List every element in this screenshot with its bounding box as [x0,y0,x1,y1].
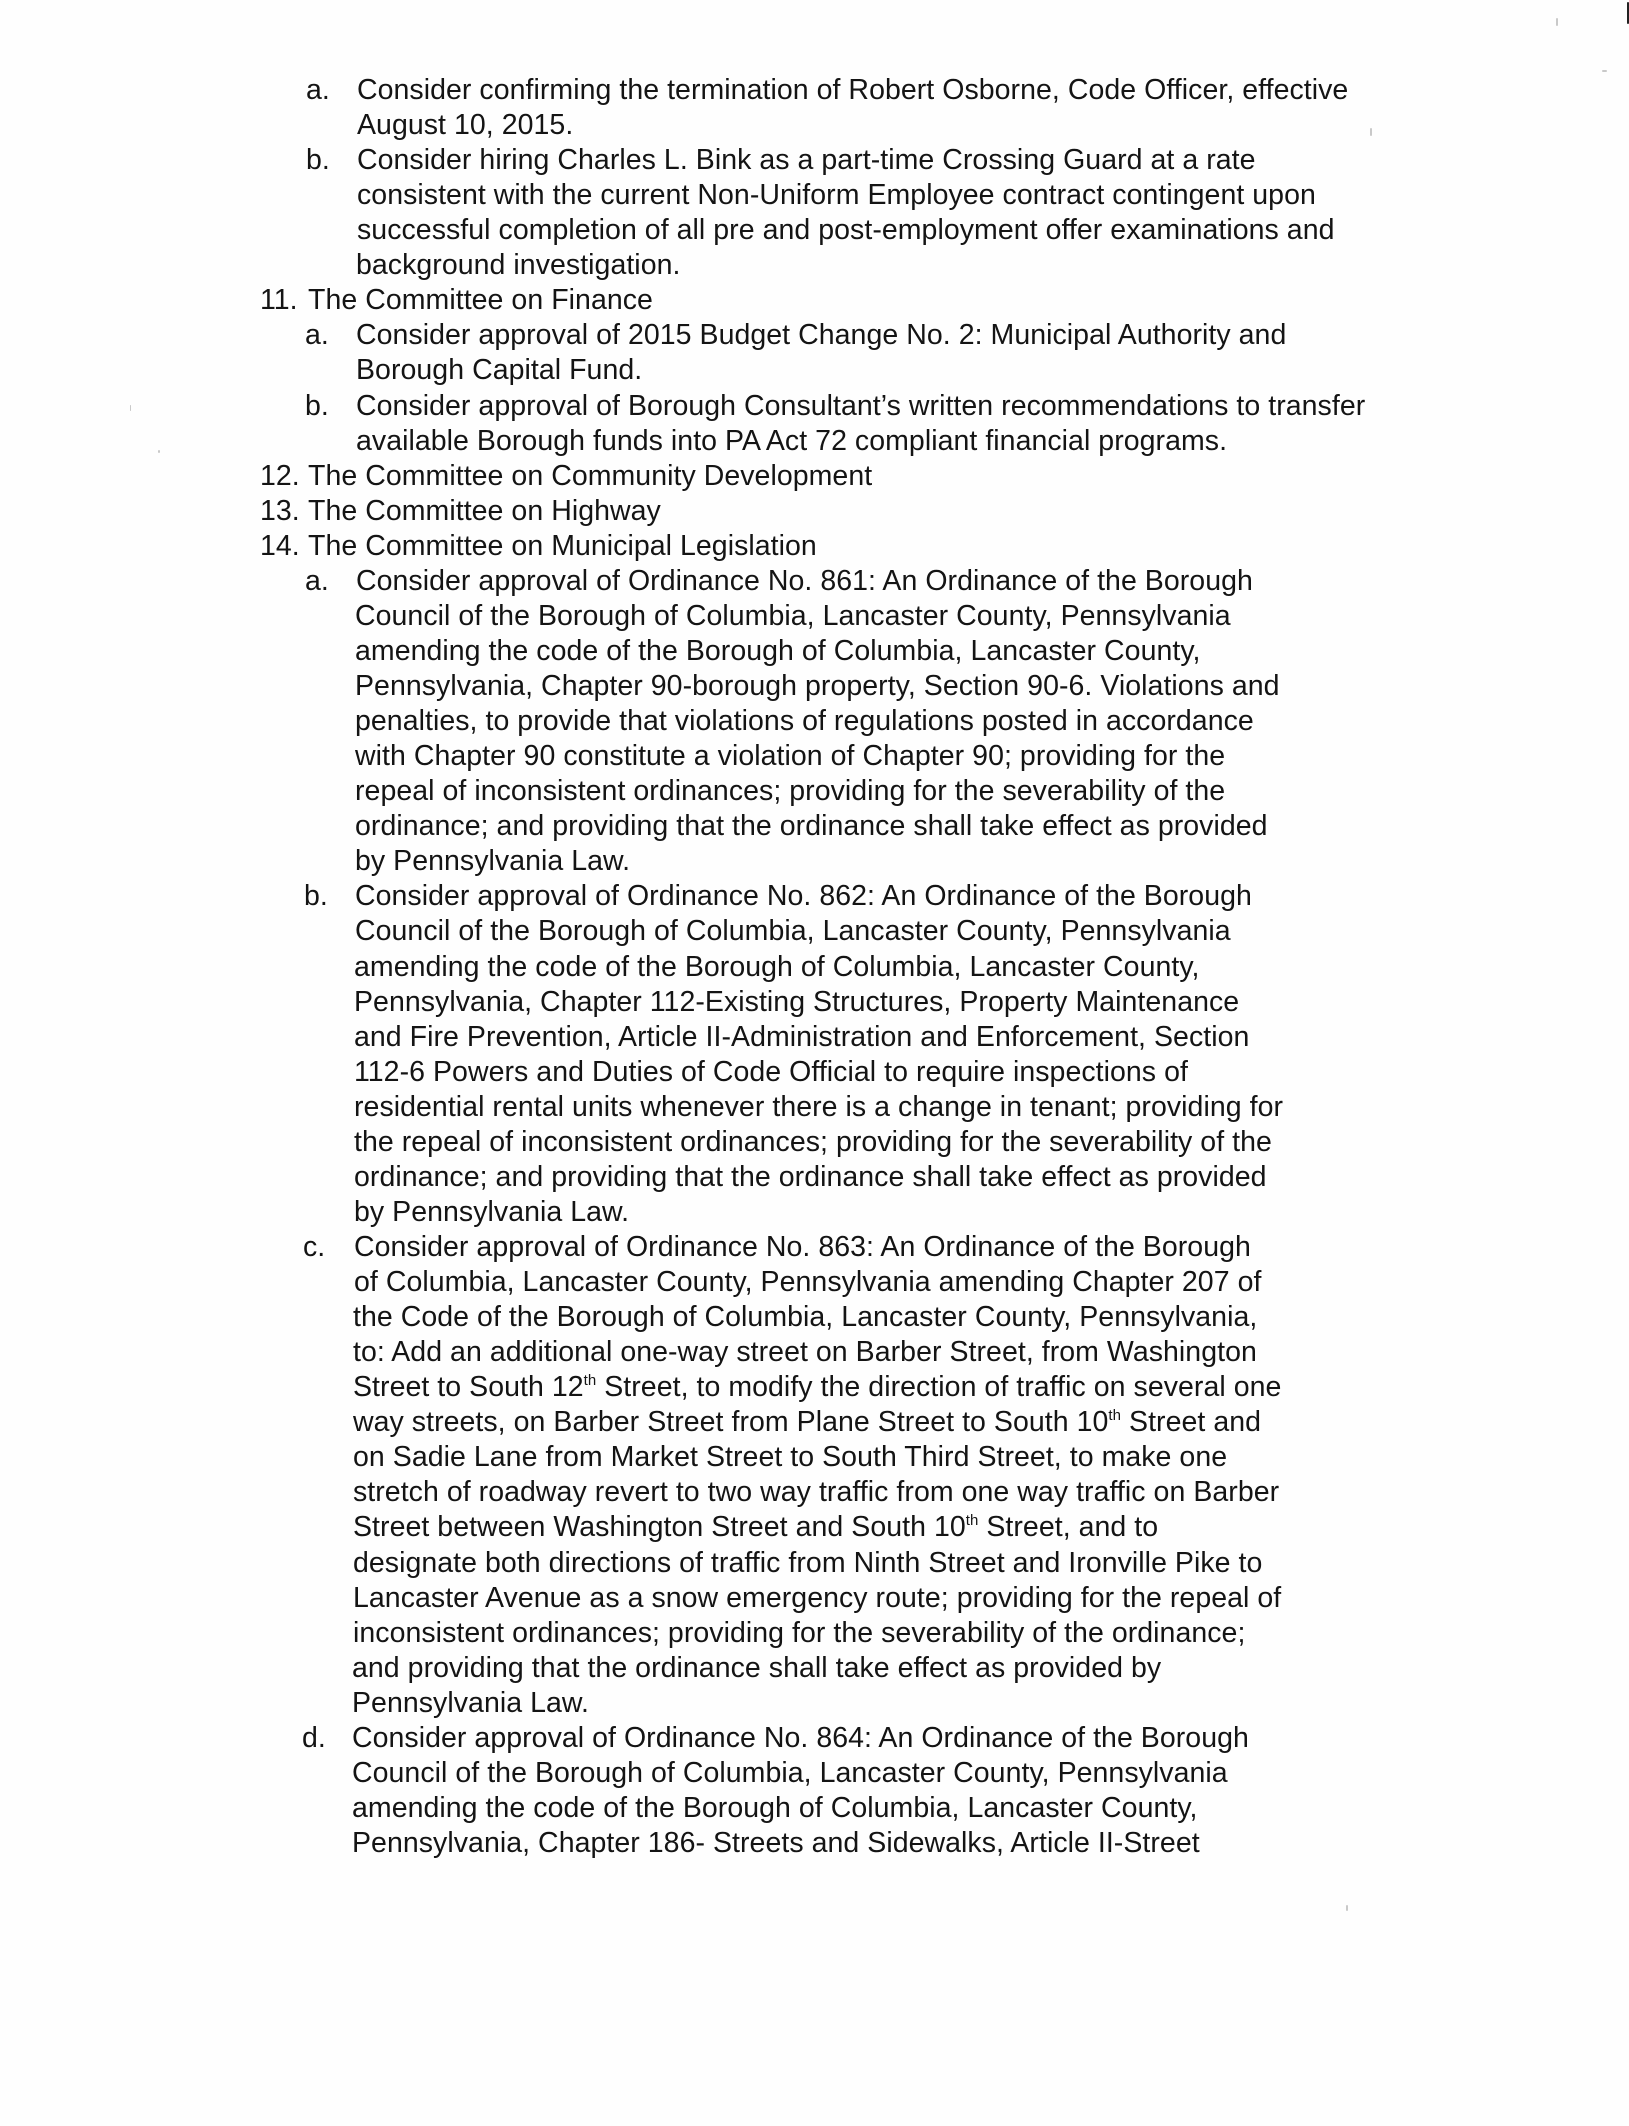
item-letter: b. [305,389,329,422]
ordinal-superscript: th [1108,1407,1122,1425]
item-letter: b. [306,144,330,177]
item-text-line: Borough Capital Fund. [356,354,643,387]
item-text-line: Pennsylvania Law. [352,1686,589,1719]
text-segment: Street and [1121,1406,1262,1439]
item-text-line: Council of the Borough of Columbia, Lancaster County, Pennsylvania [355,599,1231,632]
section-number: 13. [260,494,300,527]
item-text-line: stretch of roadway revert to two way traffic from one way traffic on Barber [353,1476,1280,1509]
item-text-line: the repeal of inconsistent ordinances; providing for the severability of the [354,1125,1272,1158]
item-text-line: Consider approval of Ordinance No. 861: An Ordinance of the Borough [356,564,1253,597]
item-text-line: 112-6 Powers and Duties of Code Official to require inspections of [354,1055,1188,1088]
item-text-line: Lancaster Avenue as a snow emergency route; providing for the repeal of [353,1581,1282,1614]
scan-speck [1556,18,1558,26]
section-number: 14. [260,529,300,562]
item-text-line: Consider confirming the termination of Robert Osborne, Code Officer, effective [357,74,1349,106]
item-text-line: and providing that the ordinance shall take effect as provided by [352,1651,1162,1684]
item-text-line: residential rental units whenever there is a change in tenant; providing for [354,1090,1284,1123]
item-text-line: by Pennsylvania Law. [354,1195,630,1228]
item-text-line: inconsistent ordinances; providing for the severability of the ordinance; [353,1616,1246,1649]
item-text-line [353,1370,1281,1405]
item-text-line: successful completion of all pre and post-employment offer examinations and [357,214,1335,247]
item-letter: c. [303,1230,326,1263]
item-text-line: repeal of inconsistent ordinances; providing for the severability of the [355,775,1226,808]
item-text-line: on Sadie Lane from Market Street to South Third Street, to make one [353,1441,1228,1474]
item-text-line: amending the code of the Borough of Columbia, Lancaster County, [355,634,1201,667]
item-text-line: Pennsylvania, Chapter 90-borough property, Section 90-6. Violations and [355,670,1280,703]
item-text-line: penalties, to provide that violations of regulations posted in accordance [355,705,1254,738]
item-text-line: consistent with the current Non-Uniform Employee contract contingent upon [357,179,1316,212]
item-text-line: Consider hiring Charles L. Bink as a part-time Crossing Guard at a rate [357,144,1256,177]
item-text-line: August 10, 2015. [357,109,574,142]
ordinal-superscript: th [965,1512,979,1530]
item-text-line [353,1510,1158,1545]
item-text-line: of Columbia, Lancaster County, Pennsylvania amending Chapter 207 of [354,1266,1262,1299]
text-segment: Street between Washington Street and South 10 [353,1511,966,1544]
item-text-line: the Code of the Borough of Columbia, Lancaster County, Pennsylvania, [353,1301,1258,1334]
item-letter: b. [304,880,328,913]
item-text-line: ordinance; and providing that the ordinance shall take effect as provided [355,810,1268,843]
item-letter: d. [302,1721,326,1754]
section-heading: The Committee on Community Development [308,459,873,492]
item-text-line: with Chapter 90 constitute a violation of Chapter 90; providing for the [355,740,1226,773]
scan-speck [1370,128,1372,136]
item-letter: a. [305,564,329,597]
item-text-line: amending the code of the Borough of Columbia, Lancaster County, [352,1791,1198,1824]
item-text-line: Consider approval of Ordinance No. 863: An Ordinance of the Borough [354,1230,1251,1263]
item-text-line: Consider approval of 2015 Budget Change No. 2: Municipal Authority and [356,319,1287,352]
item-text-line: designate both directions of traffic from Ninth Street and Ironville Pike to [353,1546,1263,1579]
text-segment: Street, and to [978,1511,1159,1544]
section-heading: The Committee on Finance [308,284,653,317]
text-segment: Street, to modify the direction of traffic on several one [596,1371,1282,1404]
scan-speck [1602,70,1607,72]
item-text-line: to: Add an additional one-way street on Barber Street, from Washington [353,1336,1257,1369]
item-text-line: by Pennsylvania Law. [355,845,631,878]
section-heading: The Committee on Highway [308,494,661,527]
item-text-line: available Borough funds into PA Act 72 compliant financial programs. [356,424,1228,457]
item-text-line: Consider approval of Borough Consultant’s written recommendations to transfer [356,389,1366,422]
item-text-line: and Fire Prevention, Article II-Administration and Enforcement, Section [354,1020,1250,1053]
text-segment: Street to South 12 [353,1371,584,1404]
item-text-line: Consider approval of Ordinance No. 862: An Ordinance of the Borough [355,880,1252,913]
scan-speck [158,450,160,453]
text-segment: way streets, on Barber Street from Plane Street to South 10 [353,1406,1109,1439]
section-number: 11. [260,284,298,317]
item-text-line: Council of the Borough of Columbia, Lancaster County, Pennsylvania [352,1756,1228,1789]
scan-speck [130,405,131,411]
item-text-line: amending the code of the Borough of Columbia, Lancaster County, [354,950,1200,983]
item-text-line: ordinance; and providing that the ordinance shall take effect as provided [354,1160,1267,1193]
item-letter: a. [305,319,329,352]
item-text-line: Pennsylvania, Chapter 186- Streets and Sidewalks, Article II-Street [352,1827,1200,1859]
item-text-line [353,1405,1261,1440]
section-heading: The Committee on Municipal Legislation [308,529,817,562]
item-text-line: Consider approval of Ordinance No. 864: An Ordinance of the Borough [352,1721,1249,1754]
item-text-line: background investigation. [356,249,681,282]
item-text-line: Council of the Borough of Columbia, Lancaster County, Pennsylvania [355,915,1231,948]
section-number: 12. [260,459,300,492]
item-letter: a. [306,74,330,106]
scan-speck [1346,1905,1348,1911]
item-text-line: Pennsylvania, Chapter 112-Existing Structures, Property Maintenance [354,985,1240,1018]
ordinal-superscript: th [583,1372,597,1390]
